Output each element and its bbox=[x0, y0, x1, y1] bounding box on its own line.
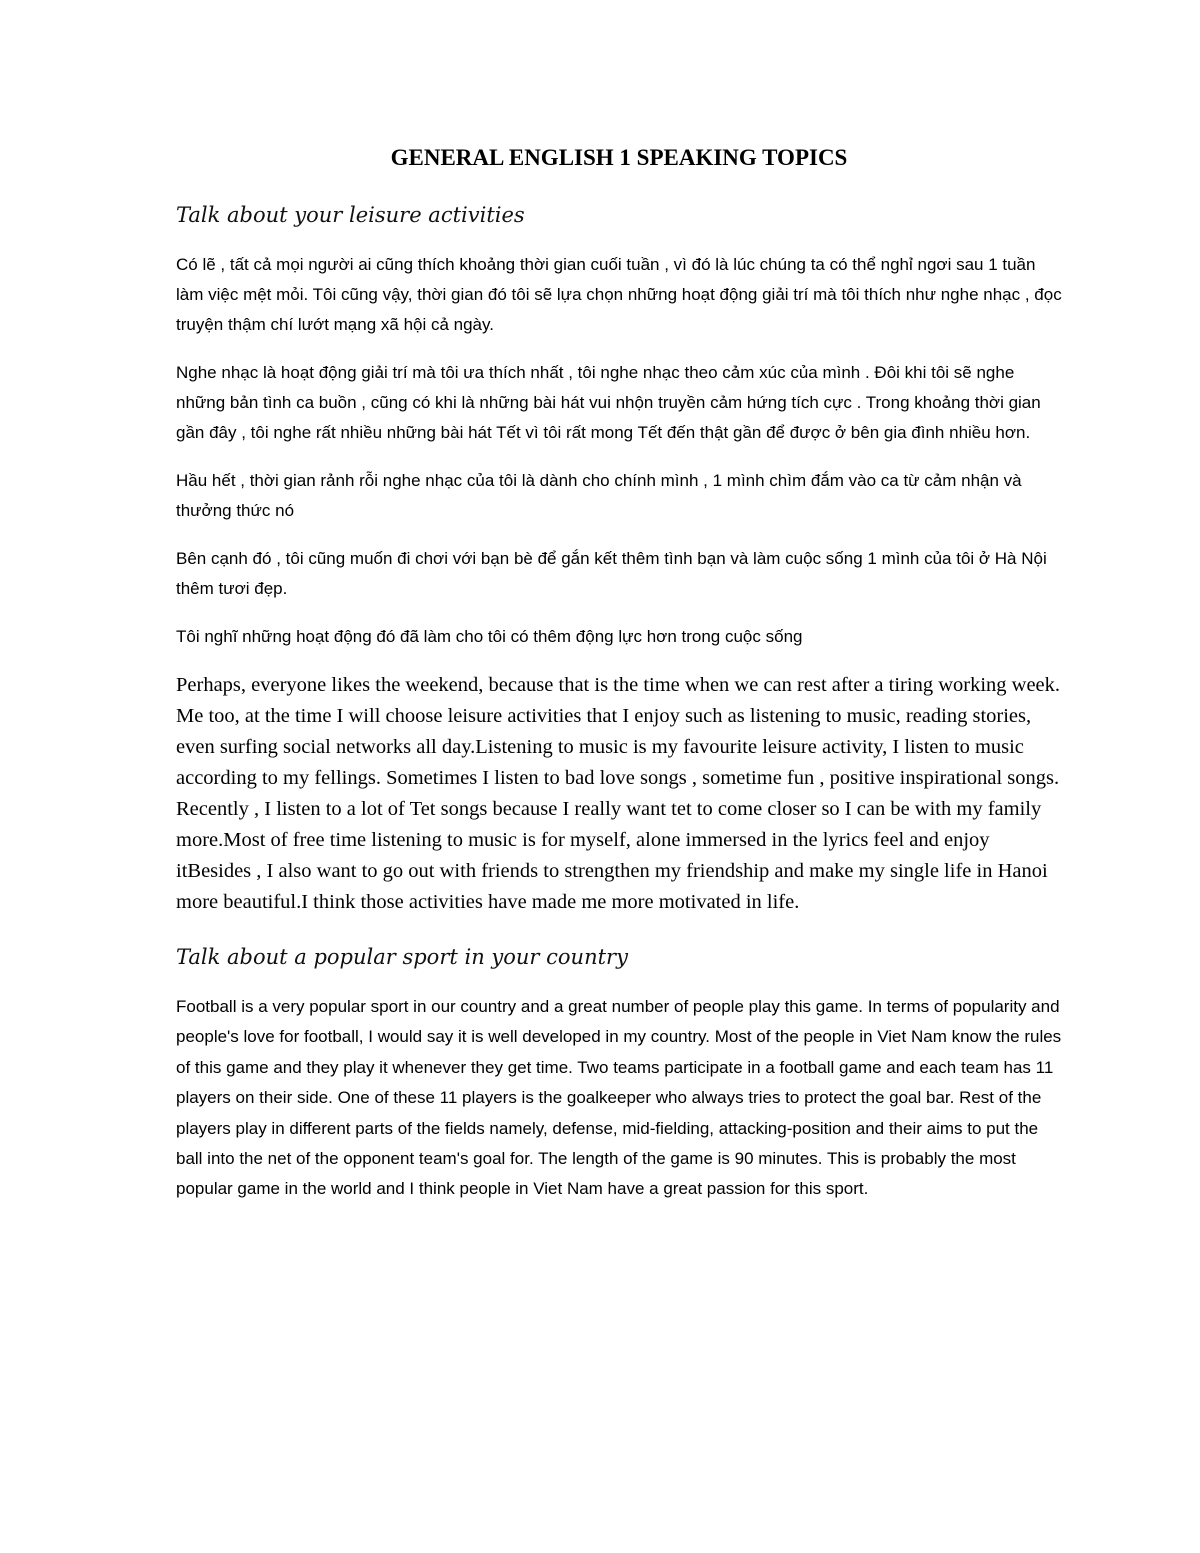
document-page bbox=[176, 142, 1062, 1205]
vietnamese-paragraph: Bên cạnh đó , tôi cũng muốn đi chơi với bạn bè để gắn kết thêm tình bạn và làm cuộc sống 1 mình của tôi ở Hà Nội thêm tươi đẹp. bbox=[176, 549, 1047, 598]
vietnamese-paragraph: Nghe nhạc là hoạt động giải trí mà tôi ưa thích nhất , tôi nghe nhạc theo cảm xúc của mình . Đôi khi tôi sẽ nghe những bản tình ca buồn , cũng có khi là những bài hát vui nhộn truyền cảm hứng tích cực . Trong khoảng thời gian gần đây , tôi nghe rất nhiều những bài hát Tết vì tôi rất mong Tết đến thật gần để được ở bên gia đình nhiều hơn. bbox=[176, 363, 1041, 442]
english-paragraph-sport: Football is a very popular sport in our country and a great number of people play this game. In terms of popularity and people's love for football, I would say it is well developed in my country. Most of the people in Viet Nam know the rules of this game and they play it whenever they get time. Two teams participate in a football game and each team has 11 players on their side. One of these 11 players is the goalkeeper who always tries to protect the goal bar. Rest of the players play in different parts of the fields namely, defense, mid-fielding, attacking-position and their aims to put the ball into the net of the opponent team's goal for. The length of the game is 90 minutes. This is probably the most popular game in the world and I think people in Viet Nam have a great passion for this sport. bbox=[176, 997, 1062, 1199]
document-title: GENERAL ENGLISH 1 SPEAKING TOPICS bbox=[390, 145, 848, 170]
section-heading-leisure: Talk about your leisure activities bbox=[176, 203, 525, 227]
section-heading-sport: Talk about a popular sport in your country bbox=[176, 945, 628, 969]
vietnamese-paragraph: Có lẽ , tất cả mọi người ai cũng thích khoảng thời gian cuối tuần , vì đó là lúc chúng ta có thể nghỉ ngơi sau 1 tuần làm việc mệt mỏi. Tôi cũng vậy, thời gian đó tôi sẽ lựa chọn những hoạt động giải trí mà tôi thích như nghe nhạc , đọc truyện thậm chí lướt mạng xã hội cả ngày. bbox=[176, 255, 1062, 334]
vietnamese-paragraph: Tôi nghĩ những hoạt động đó đã làm cho tôi có thêm động lực hơn trong cuộc sống bbox=[176, 627, 803, 646]
english-paragraph-leisure: Perhaps, everyone likes the weekend, because that is the time when we can rest after a tiring working week. Me too, at the time I will choose leisure activities that I enjoy such as listening to music, reading stories, even surfing social networks all day.Listening to music is my favourite leisure activity, I listen to music according to my fellings. Sometimes I listen to bad love songs , sometime fun , positive inspirational songs. Recently , I listen to a lot of Tet songs because I really want tet to come closer so I can be with my family more.Most of free time listening to music is for myself, alone immersed in the lyrics feel and enjoy itBesides , I also want to go out with friends to strengthen my friendship and make my single life in Hanoi more beautiful.I think those activities have made me more motivated in life. bbox=[176, 674, 1061, 913]
vietnamese-paragraph: Hầu hết , thời gian rảnh rỗi nghe nhạc của tôi là dành cho chính mình , 1 mình chìm đắm vào ca từ cảm nhận và thưởng thức nó bbox=[176, 471, 1022, 520]
